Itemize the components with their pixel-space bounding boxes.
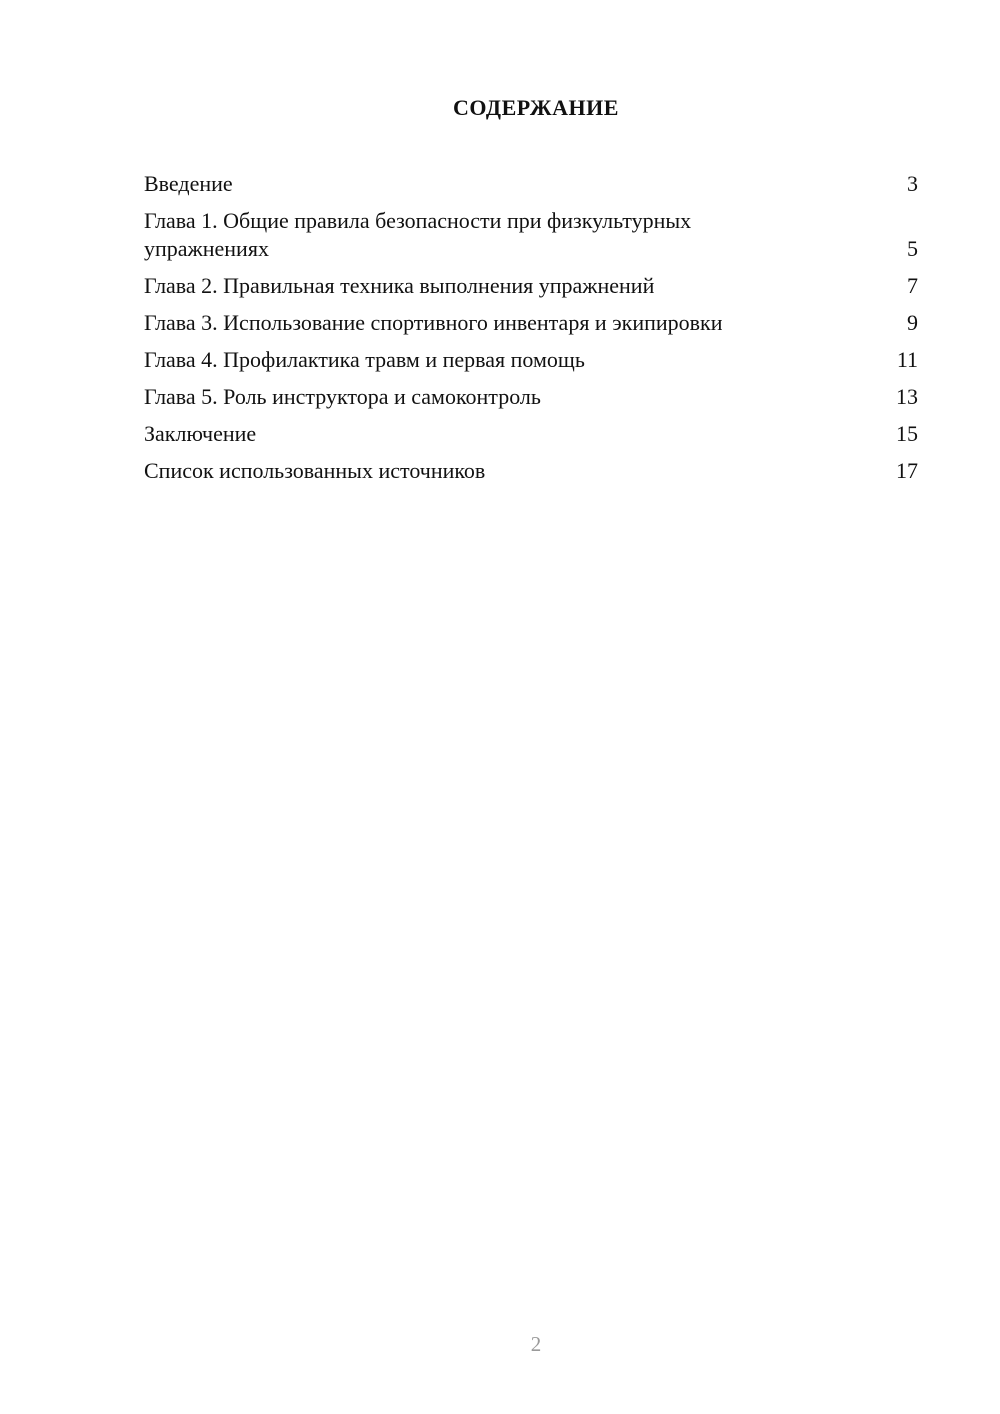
toc-entry-label: Глава 2. Правильная техника выполнения упражнений <box>144 273 655 298</box>
toc-entry-label: Заключение <box>144 421 257 446</box>
toc-entry-label: Глава 3. Использование спортивного инвентаря и экипировки <box>144 310 723 335</box>
toc-entry-page: 13 <box>896 384 918 409</box>
toc-entry-page: 9 <box>907 310 918 335</box>
toc-entry-label: Введение <box>144 171 233 196</box>
toc-entry-chapter-3 <box>144 309 918 337</box>
toc-entry-label: Глава 4. Профилактика травм и первая помощь <box>144 347 585 372</box>
toc-entry-page: 17 <box>896 458 918 483</box>
page-number: 2 <box>530 1332 542 1356</box>
toc-entry-chapter-2 <box>144 272 918 300</box>
toc-entry-label: Список использованных источников <box>144 458 486 483</box>
table-of-contents <box>144 170 918 494</box>
toc-entry-conclusion <box>144 420 918 448</box>
toc-entry-page: 15 <box>896 421 918 446</box>
page-title: СОДЕРЖАНИЕ <box>453 95 619 120</box>
toc-entry-chapter-4 <box>144 346 918 374</box>
toc-entry-chapter-1 <box>144 207 918 263</box>
toc-entry-label: Глава 5. Роль инструктора и самоконтроль <box>144 384 541 409</box>
toc-entry-chapter-5 <box>144 383 918 411</box>
toc-entry-label: Глава 1. Общие правила безопасности при физкультурных упражнениях <box>144 208 692 261</box>
toc-entry-page: 5 <box>907 236 918 261</box>
toc-entry-page: 3 <box>907 171 918 196</box>
toc-entry-page: 7 <box>907 273 918 298</box>
toc-entry-introduction <box>144 170 918 198</box>
toc-entry-page: 11 <box>896 347 918 372</box>
toc-entry-references <box>144 457 918 485</box>
